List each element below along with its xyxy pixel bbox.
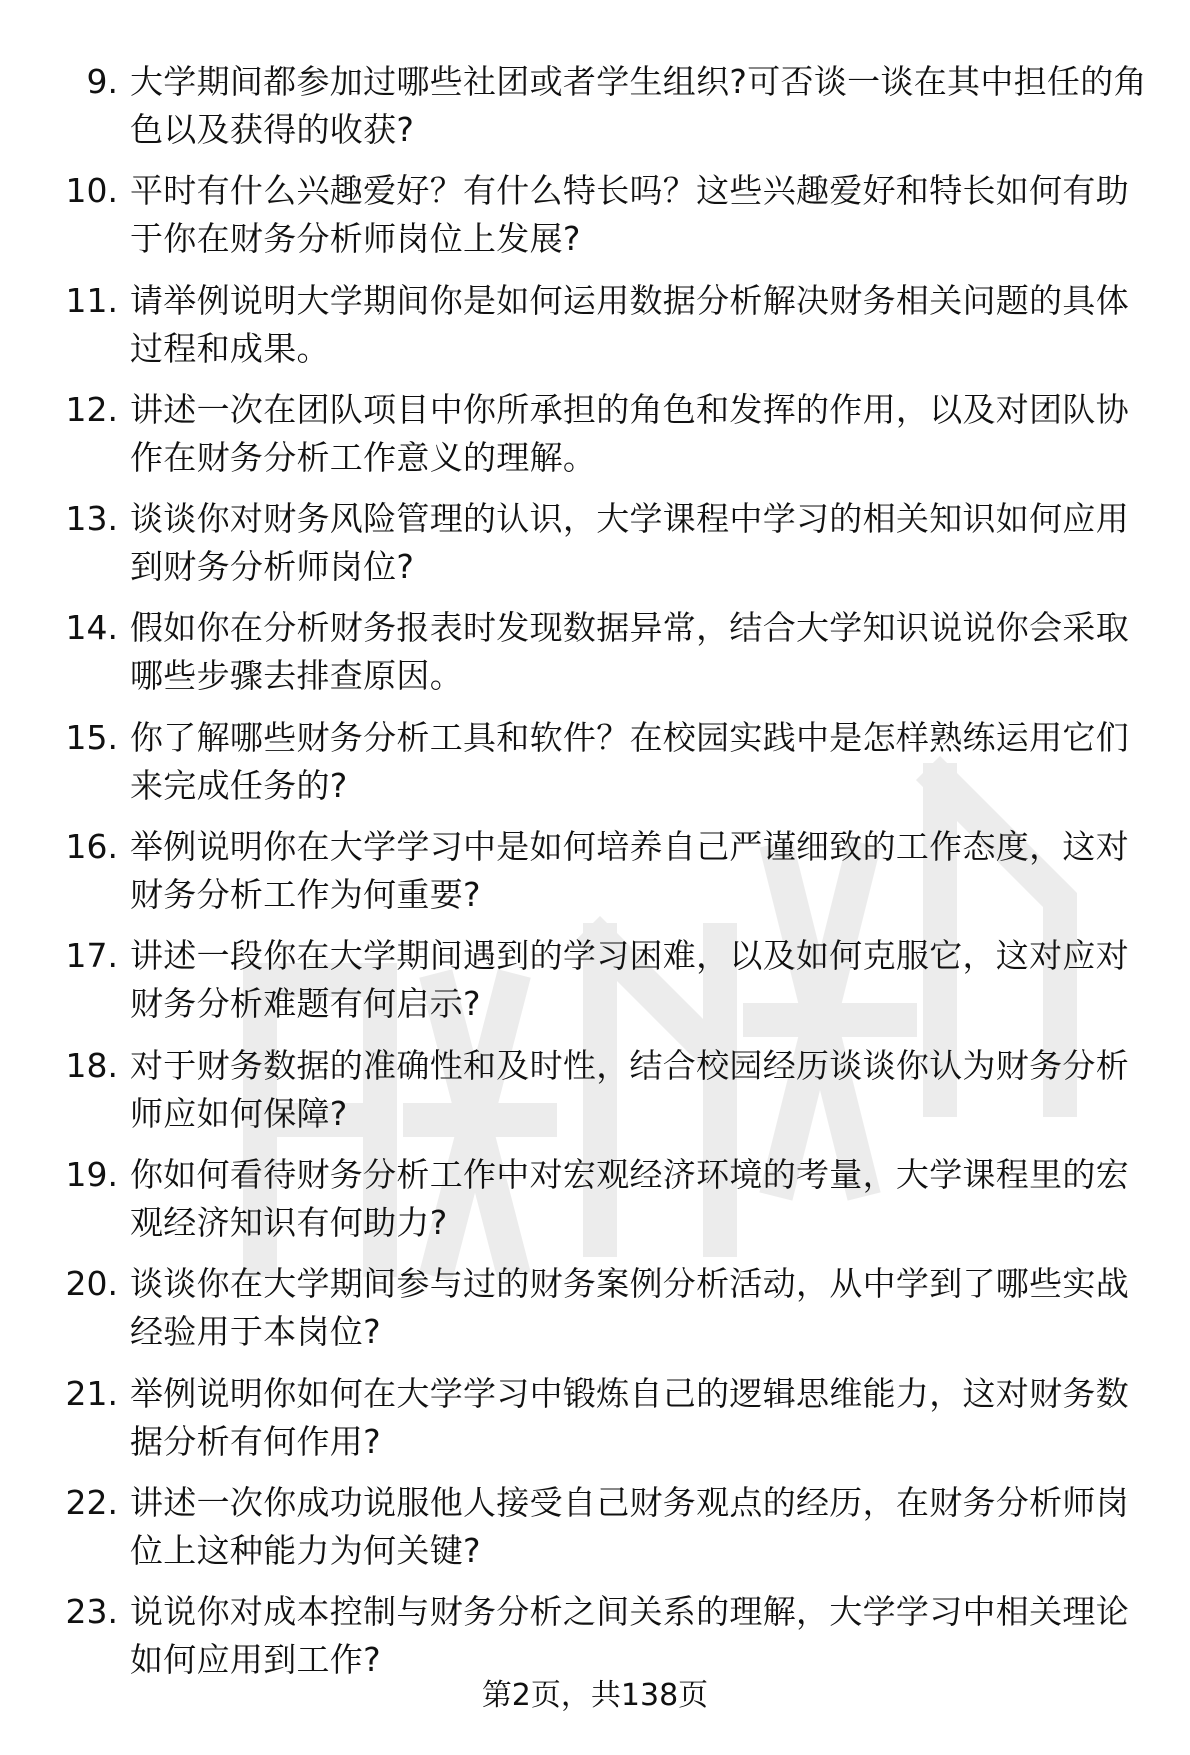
question-number: 20. <box>65 1264 118 1304</box>
question-item <box>0 813 1190 922</box>
question-number: 16. <box>65 827 118 867</box>
question-number: 14. <box>65 608 118 648</box>
question-number: 13. <box>65 499 118 539</box>
question-item <box>0 1578 1190 1687</box>
question-number: 21. <box>65 1373 118 1413</box>
question-text: 讲述一段你在大学期间遇到的学习困难，以及如何克服它，这对应对财务分析难题有何启示? <box>130 936 1129 1024</box>
question-text: 假如你在分析财务报表时发现数据异常，结合大学知识说说你会采取哪些步骤去排查原因。 <box>130 608 1129 696</box>
question-item <box>0 267 1190 376</box>
question-number: 22. <box>65 1482 118 1522</box>
question-text: 说说你对成本控制与财务分析之间关系的理解，大学学习中相关理论如何应用到工作? <box>130 1592 1129 1680</box>
question-item <box>0 485 1190 594</box>
question-item <box>0 157 1190 266</box>
question-number: 15. <box>65 717 118 757</box>
question-number: 18. <box>65 1045 118 1085</box>
question-item <box>0 376 1190 485</box>
question-text: 你了解哪些财务分析工具和软件？在校园实践中是怎样熟练运用它们来完成任务的? <box>130 717 1129 805</box>
question-text: 你如何看待财务分析工作中对宏观经济环境的考量，大学课程里的宏观经济知识有何助力? <box>130 1154 1129 1242</box>
question-item <box>0 1469 1190 1578</box>
question-number: 9. <box>86 62 118 101</box>
question-text: 举例说明你在大学学习中是如何培养自己严谨细致的工作态度，这对财务分析工作为何重要? <box>130 827 1129 915</box>
question-text: 讲述一次在团队项目中你所承担的角色和发挥的作用，以及对团队协作在财务分析工作意义的理解。 <box>130 389 1129 477</box>
question-item <box>0 1032 1190 1141</box>
question-item <box>0 704 1190 813</box>
question-item <box>0 1360 1190 1469</box>
question-number: 17. <box>65 936 118 976</box>
question-item <box>0 48 1190 157</box>
question-item <box>0 922 1190 1031</box>
question-text: 谈谈你对财务风险管理的认识，大学课程中学习的相关知识如何应用到财务分析师岗位? <box>130 499 1129 587</box>
question-number: 10. <box>65 171 118 211</box>
question-item <box>0 594 1190 703</box>
question-number: 11. <box>65 280 118 320</box>
question-text: 大学期间都参加过哪些社团或者学生组织?可否谈一谈在其中担任的角色以及获得的收获? <box>130 62 1147 149</box>
page-footer: 第2页，共138页 <box>481 1678 709 1713</box>
question-text: 讲述一次你成功说服他人接受自己财务观点的经历，在财务分析师岗位上这种能力为何关键? <box>130 1482 1129 1570</box>
question-item <box>0 1141 1190 1250</box>
question-number: 12. <box>65 389 118 429</box>
question-text: 平时有什么兴趣爱好？有什么特长吗？这些兴趣爱好和特长如何有助于你在财务分析师岗位上发展? <box>130 171 1129 259</box>
question-text: 谈谈你在大学期间参与过的财务案例分析活动，从中学到了哪些实战经验用于本岗位? <box>130 1264 1129 1352</box>
question-text: 对于财务数据的准确性和及时性，结合校园经历谈谈你认为财务分析师应如何保障? <box>130 1045 1129 1133</box>
question-number: 23. <box>65 1592 118 1632</box>
question-list <box>0 48 1190 1687</box>
question-number: 19. <box>65 1154 118 1194</box>
question-item <box>0 1250 1190 1359</box>
question-text: 请举例说明大学期间你是如何运用数据分析解决财务相关问题的具体过程和成果。 <box>130 280 1129 368</box>
question-text: 举例说明你如何在大学学习中锻炼自己的逻辑思维能力，这对财务数据分析有何作用? <box>130 1373 1129 1461</box>
